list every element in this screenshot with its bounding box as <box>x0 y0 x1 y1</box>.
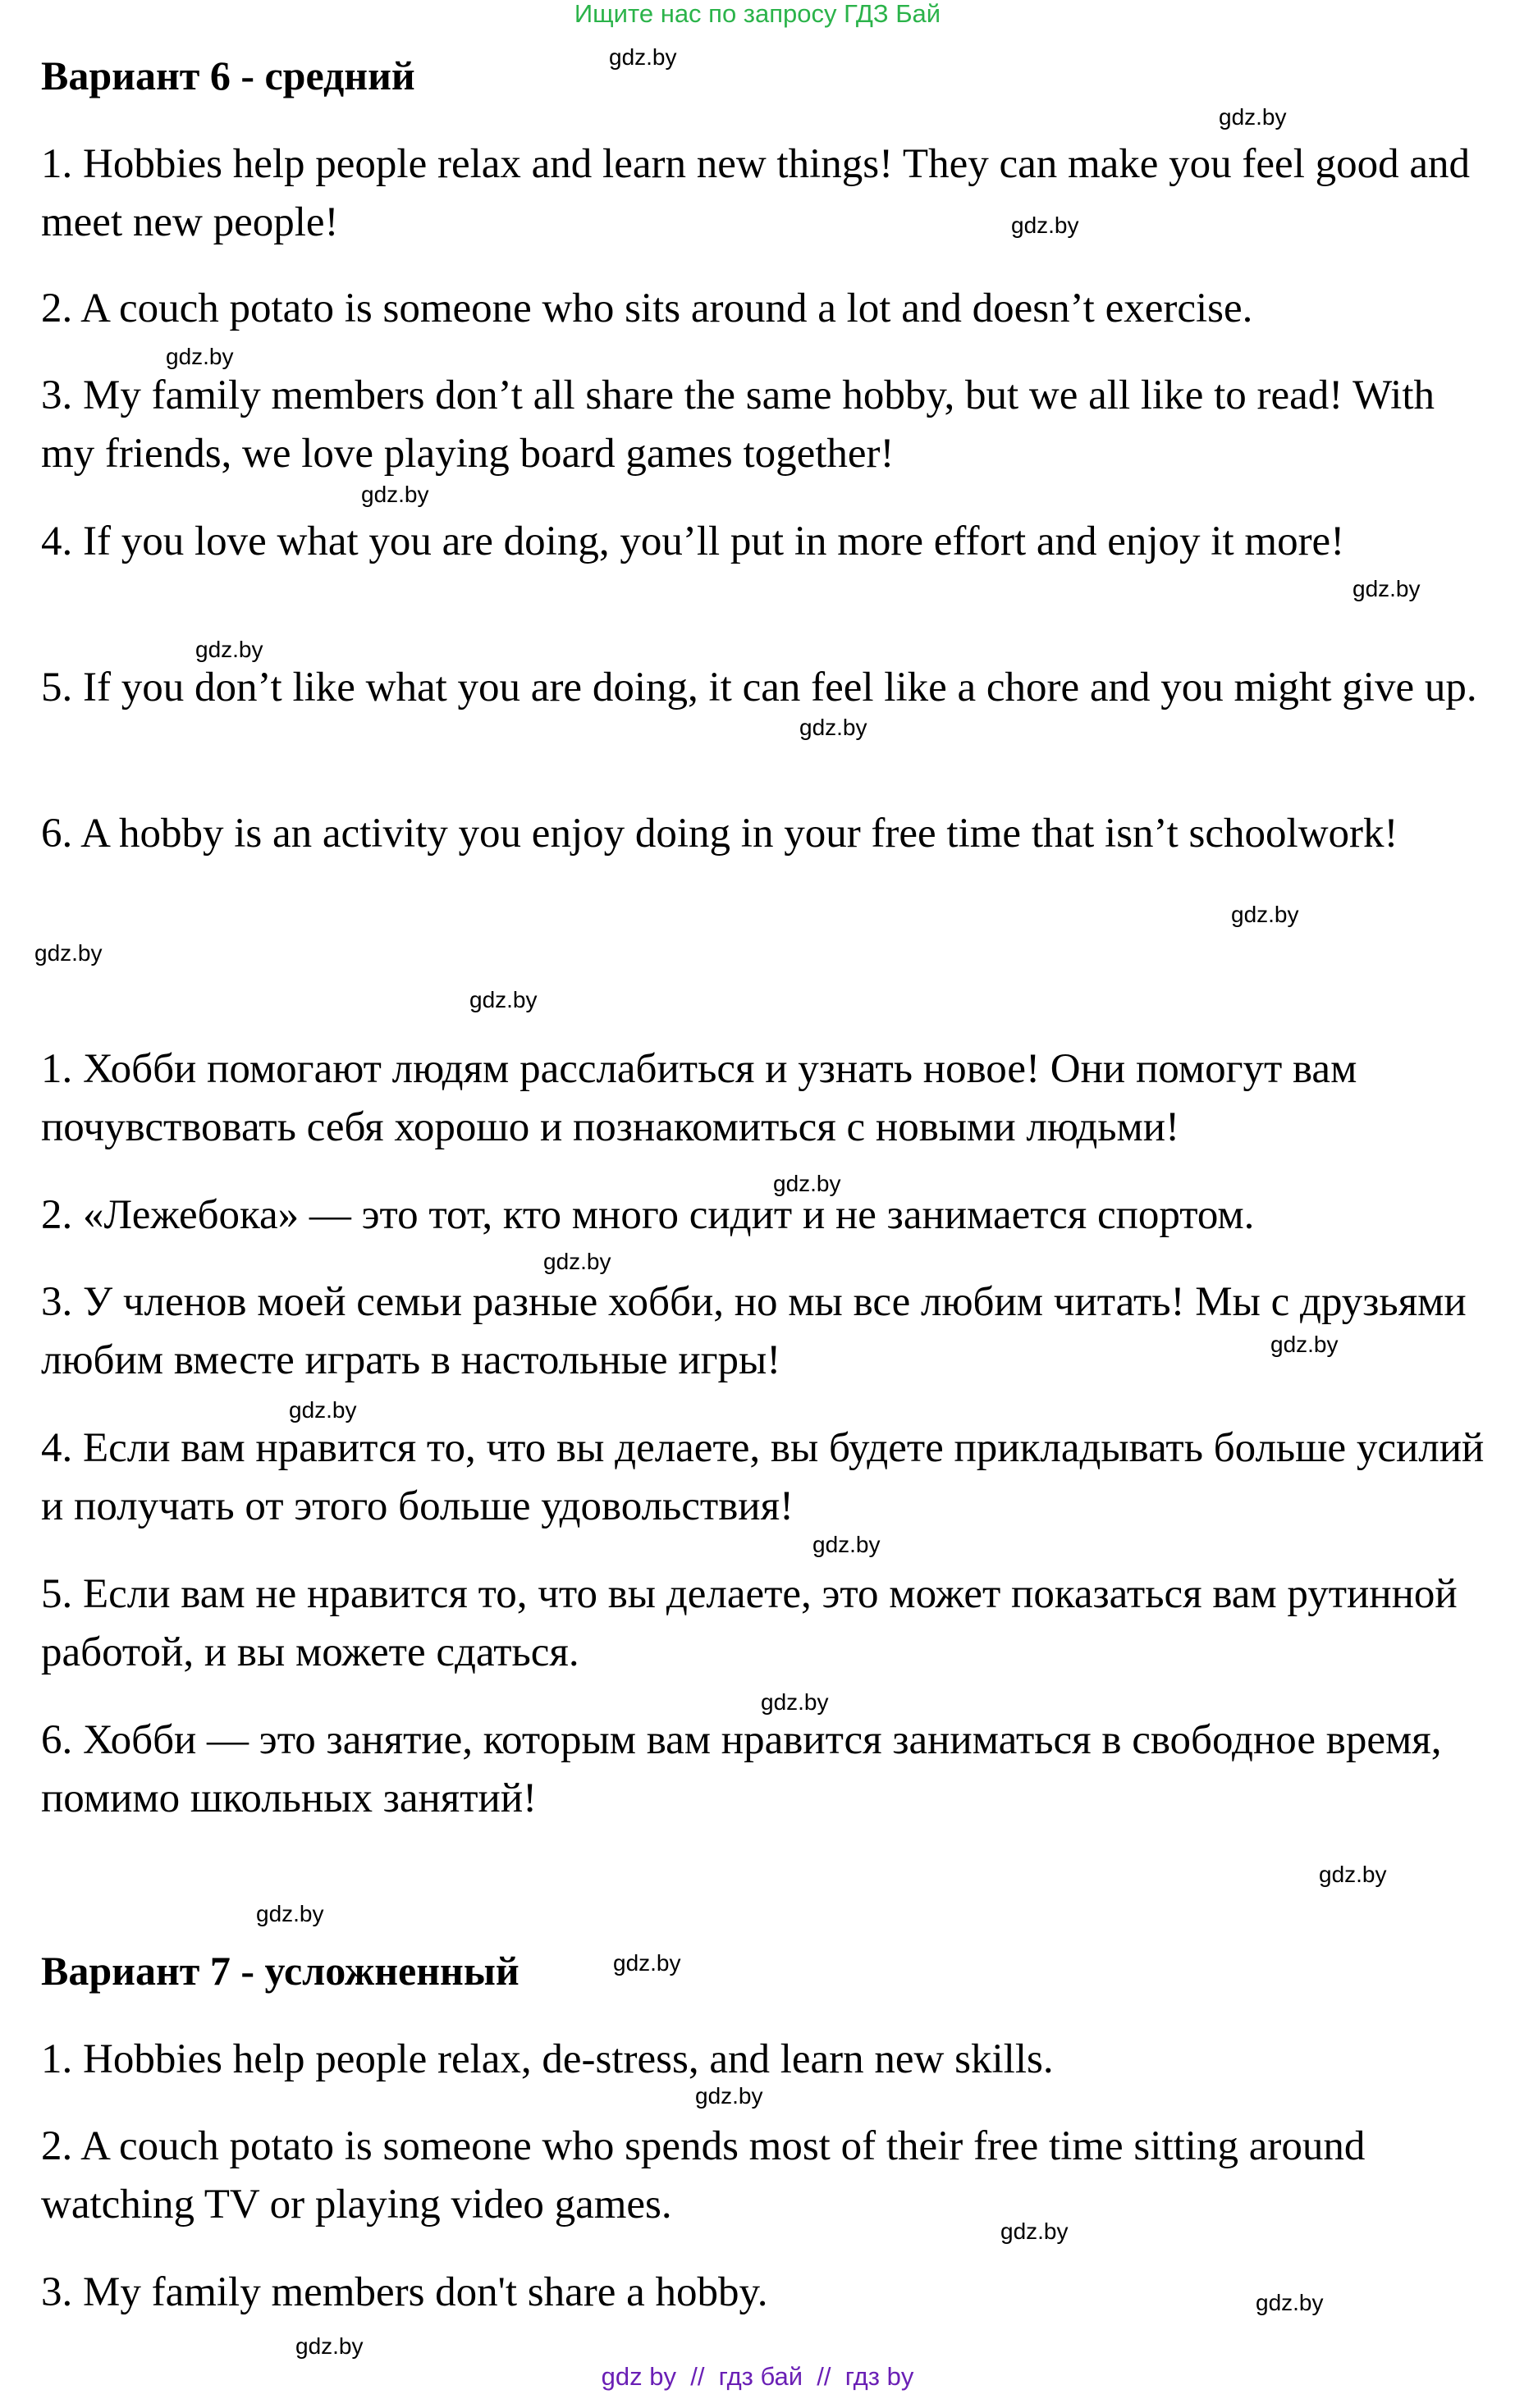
watermark: gdz.by <box>1256 2290 1324 2315</box>
answer-en-1: 1. Hobbies help people relax and learn new things! They can make you feel good and meet new people! <box>41 141 1470 245</box>
watermark: gdz.by <box>1270 1332 1339 1357</box>
answer-ru-3: 3. У членов моей семьи разные хобби, но мы все любим читать! Мы с друзьями любим вместе играть в настольные игры! <box>41 1279 1467 1383</box>
watermark: gdz.by <box>361 482 429 507</box>
top-banner: Ищите нас по запросу ГДЗ Бай <box>574 0 941 28</box>
section-title-variant-7: Вариант 7 - усложненный <box>41 1948 519 1994</box>
watermark: gdz.by <box>1000 2218 1069 2244</box>
footer-links: gdz by // гдз бай // гдз by <box>601 2362 914 2391</box>
watermark: gdz.by <box>543 1249 611 1274</box>
watermark: gdz.by <box>256 1901 324 1926</box>
watermark: gdz.by <box>195 637 263 662</box>
watermark: gdz.by <box>1319 1862 1387 1887</box>
answer-en-2: 2. A couch potato is someone who sits around a lot and doesn’t exercise. <box>41 286 1253 331</box>
answer-ru-1: 1. Хобби помогают людям расслабиться и узнать новое! Они помогут вам почувствовать себя хорошо и познакомиться с новыми людьми! <box>41 1046 1357 1150</box>
answer-ru-2: 2. «Лежебока» — это тот, кто много сидит и не занимается спортом. <box>41 1192 1255 1238</box>
answer-ru-4: 4. Если вам нравится то, что вы делаете, вы будете прикладывать больше усилий и получать от этого больше удовольствия! <box>41 1425 1485 1529</box>
watermark: gdz.by <box>761 1689 829 1715</box>
watermark: gdz.by <box>34 940 103 966</box>
watermark: gdz.by <box>1219 104 1287 130</box>
watermark: gdz.by <box>695 2083 763 2109</box>
answer-en-5: 5. If you don’t like what you are doing, it can feel like a chore and you might give up. <box>41 665 1477 711</box>
answer-ru-5: 5. Если вам не нравится то, что вы делаете, это может показаться вам рутинной работой, и вы можете сдаться. <box>41 1571 1458 1675</box>
watermark: gdz.by <box>613 1950 681 1976</box>
answer-en-6: 6. A hobby is an activity you enjoy doing in your free time that isn’t schoolwork! <box>41 811 1398 857</box>
section-title-variant-6: Вариант 6 - средний <box>41 53 415 98</box>
answer-adv-en-1: 1. Hobbies help people relax, de-stress, and learn new skills. <box>41 2036 1054 2082</box>
watermark: gdz.by <box>469 987 538 1012</box>
answer-ru-6: 6. Хобби — это занятие, которым вам нравится заниматься в свободное время, помимо школьных занятий! <box>41 1717 1442 1821</box>
watermark: gdz.by <box>609 44 677 70</box>
answer-en-4: 4. If you love what you are doing, you’ll put in more effort and enjoy it more! <box>41 519 1345 564</box>
watermark: gdz.by <box>1231 902 1299 927</box>
watermark: gdz.by <box>1011 212 1079 238</box>
watermark: gdz.by <box>295 2333 364 2359</box>
answer-adv-en-3: 3. My family members don't share a hobby. <box>41 2269 768 2315</box>
watermark: gdz.by <box>812 1532 881 1557</box>
watermark: gdz.by <box>289 1397 357 1423</box>
watermark: gdz.by <box>773 1171 841 1196</box>
watermark: gdz.by <box>1353 576 1421 601</box>
answer-en-3: 3. My family members don’t all share the same hobby, but we all like to read! With my friends, we love playing board games together! <box>41 372 1435 477</box>
watermark: gdz.by <box>166 344 234 369</box>
watermark: gdz.by <box>799 715 867 740</box>
answer-adv-en-2: 2. A couch potato is someone who spends most of their free time sitting around watching TV or playing video games. <box>41 2123 1366 2228</box>
